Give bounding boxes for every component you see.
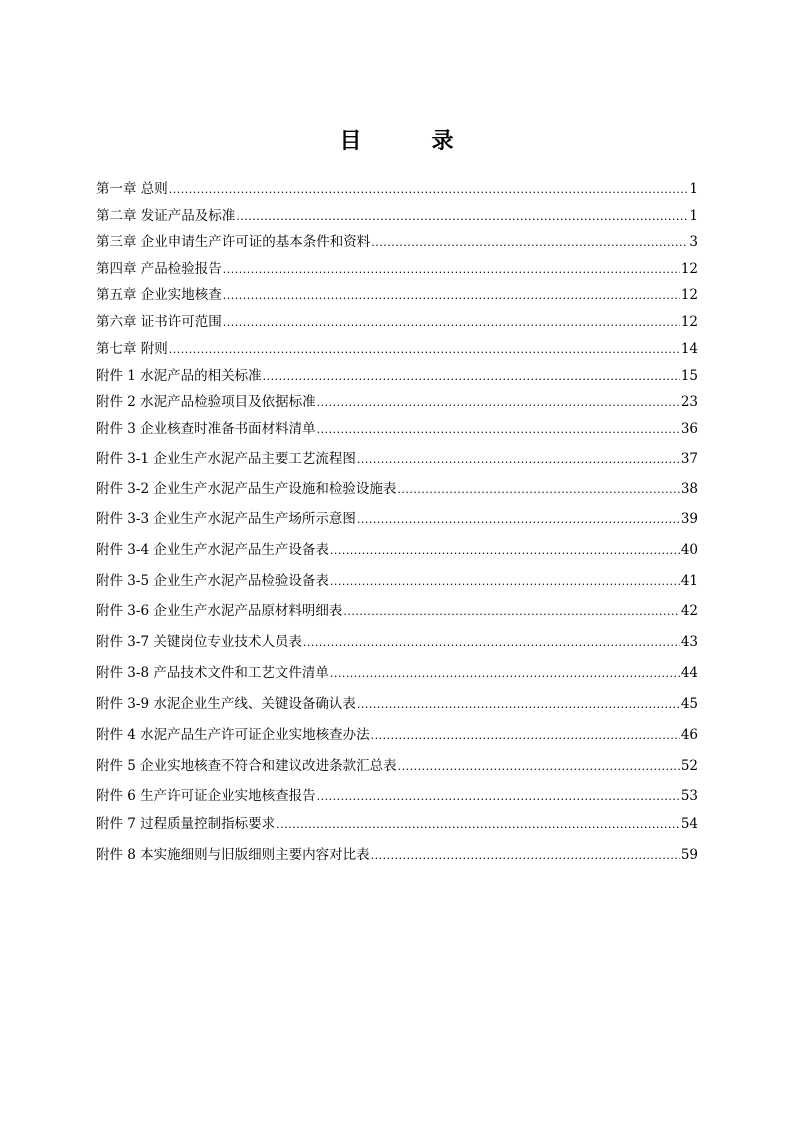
toc-entry-page-number: 53 <box>680 788 698 804</box>
toc-entry-label: 第三章 企业申请生产许可证的基本条件和资料 <box>96 234 371 250</box>
toc-dot-leader <box>169 340 680 360</box>
toc-dot-leader <box>357 510 680 530</box>
toc-dot-leader <box>263 367 680 387</box>
toc-entry-page-number: 52 <box>680 758 698 774</box>
toc-entry-page-number: 12 <box>680 261 698 277</box>
toc-entry[interactable] <box>96 845 698 865</box>
toc-entry[interactable] <box>96 632 698 652</box>
toc-entry[interactable] <box>96 814 698 834</box>
toc-entry-label: 附件 5 企业实地核查不符合和建议改进条款汇总表 <box>96 758 397 774</box>
toc-entry-page-number: 41 <box>680 573 698 589</box>
toc-entry-page-number: 15 <box>680 368 698 384</box>
toc-dot-leader <box>371 846 680 866</box>
toc-entry-page-number: 23 <box>680 394 698 410</box>
toc-entry-label: 附件 4 水泥产品生产许可证企业实地核查办法 <box>96 727 370 743</box>
toc-dot-leader <box>169 180 689 200</box>
toc-entry-label: 附件 3-8 产品技术文件和工艺文件清单 <box>96 665 329 681</box>
toc-entry[interactable] <box>96 509 698 529</box>
toc-dot-leader <box>223 286 680 306</box>
toc-dot-leader <box>276 815 680 835</box>
toc-entry-page-number: 12 <box>680 314 698 330</box>
toc-entry-page-number: 14 <box>680 341 698 357</box>
toc-dot-leader <box>317 420 680 440</box>
toc-dot-leader <box>371 233 688 253</box>
toc-dot-leader <box>330 664 680 684</box>
toc-entry[interactable] <box>96 339 698 359</box>
toc-entry-label: 附件 3 企业核查时准备书面材料清单 <box>96 421 316 437</box>
toc-entry-label: 附件 3-6 企业生产水泥产品原材料明细表 <box>96 603 343 619</box>
toc-entry[interactable] <box>96 312 698 332</box>
toc-entry[interactable] <box>96 479 698 499</box>
toc-dot-leader <box>330 572 680 592</box>
toc-entry-label: 第四章 产品检验报告 <box>96 261 222 277</box>
toc-entry-page-number: 1 <box>689 181 698 197</box>
toc-entry[interactable] <box>96 756 698 776</box>
toc-dot-leader <box>343 602 679 622</box>
toc-entry-label: 附件 3-9 水泥企业生产线、关键设备确认表 <box>96 696 356 712</box>
toc-entry[interactable] <box>96 449 698 469</box>
toc-entry[interactable] <box>96 179 698 199</box>
toc-entry[interactable] <box>96 663 698 683</box>
toc-entry[interactable] <box>96 392 698 412</box>
toc-entry[interactable] <box>96 571 698 591</box>
toc-entry-page-number: 12 <box>680 287 698 303</box>
toc-entry-page-number: 37 <box>680 451 698 467</box>
toc-entry[interactable] <box>96 540 698 560</box>
toc-dot-leader <box>371 726 680 746</box>
toc-entry-page-number: 45 <box>680 696 698 712</box>
toc-entry[interactable] <box>96 366 698 386</box>
toc-entry-label: 附件 1 水泥产品的相关标准 <box>96 368 262 384</box>
toc-entry-page-number: 3 <box>689 234 698 250</box>
toc-dot-leader <box>357 695 680 715</box>
toc-entry-page-number: 1 <box>689 208 698 224</box>
toc-entry-label: 附件 3-4 企业生产水泥产品生产设备表 <box>96 542 329 558</box>
toc-dot-leader <box>223 313 680 333</box>
toc-dot-leader <box>236 207 688 227</box>
toc-entry-page-number: 54 <box>680 816 698 832</box>
toc-entry-label: 第一章 总则 <box>96 181 168 197</box>
page-title: 目 录 <box>339 128 478 154</box>
toc-entry-page-number: 38 <box>680 481 698 497</box>
toc-entry[interactable] <box>96 786 698 806</box>
toc-entry-label: 附件 7 过程质量控制指标要求 <box>96 816 276 832</box>
toc-entry-label: 第五章 企业实地核查 <box>96 287 222 303</box>
toc-entry-label: 附件 6 生产许可证企业实地核查报告 <box>96 788 316 804</box>
toc-entry-page-number: 43 <box>680 634 698 650</box>
toc-dot-leader <box>303 633 680 653</box>
toc-entry-label: 第七章 附则 <box>96 341 168 357</box>
toc-dot-leader <box>223 260 680 280</box>
toc-entry-label: 附件 3-1 企业生产水泥产品主要工艺流程图 <box>96 451 356 467</box>
toc-entry[interactable] <box>96 725 698 745</box>
toc-entry-page-number: 46 <box>680 727 698 743</box>
toc-entry-page-number: 36 <box>680 421 698 437</box>
toc-dot-leader <box>398 757 680 777</box>
toc-entry-page-number: 59 <box>680 847 698 863</box>
toc-dot-leader <box>317 787 680 807</box>
toc-entry[interactable] <box>96 259 698 279</box>
toc-entry-label: 第二章 发证产品及标准 <box>96 208 236 224</box>
toc-dot-leader <box>397 480 679 500</box>
toc-entry-label: 附件 3-5 企业生产水泥产品检验设备表 <box>96 573 329 589</box>
toc-entry[interactable] <box>96 694 698 714</box>
toc-entry-label: 附件 3-2 企业生产水泥产品生产设施和检验设施表 <box>96 481 397 497</box>
toc-entry[interactable] <box>96 419 698 439</box>
toc-entry[interactable] <box>96 206 698 226</box>
toc-entry[interactable] <box>96 232 698 252</box>
toc-dot-leader <box>317 393 680 413</box>
toc-entry-page-number: 42 <box>680 603 698 619</box>
toc-entry[interactable] <box>96 601 698 621</box>
toc-entry-page-number: 44 <box>680 665 698 681</box>
toc-entry[interactable] <box>96 285 698 305</box>
toc-entry-label: 第六章 证书许可范围 <box>96 314 222 330</box>
toc-entry-label: 附件 2 水泥产品检验项目及依据标准 <box>96 394 316 410</box>
toc-entry-page-number: 39 <box>680 511 698 527</box>
toc-entry-label: 附件 3-3 企业生产水泥产品生产场所示意图 <box>96 511 356 527</box>
toc-entry-page-number: 40 <box>680 542 698 558</box>
toc-dot-leader <box>330 541 680 561</box>
toc-entry-label: 附件 3-7 关键岗位专业技术人员表 <box>96 634 302 650</box>
toc-dot-leader <box>357 450 680 470</box>
toc-entry-label: 附件 8 本实施细则与旧版细则主要内容对比表 <box>96 847 370 863</box>
